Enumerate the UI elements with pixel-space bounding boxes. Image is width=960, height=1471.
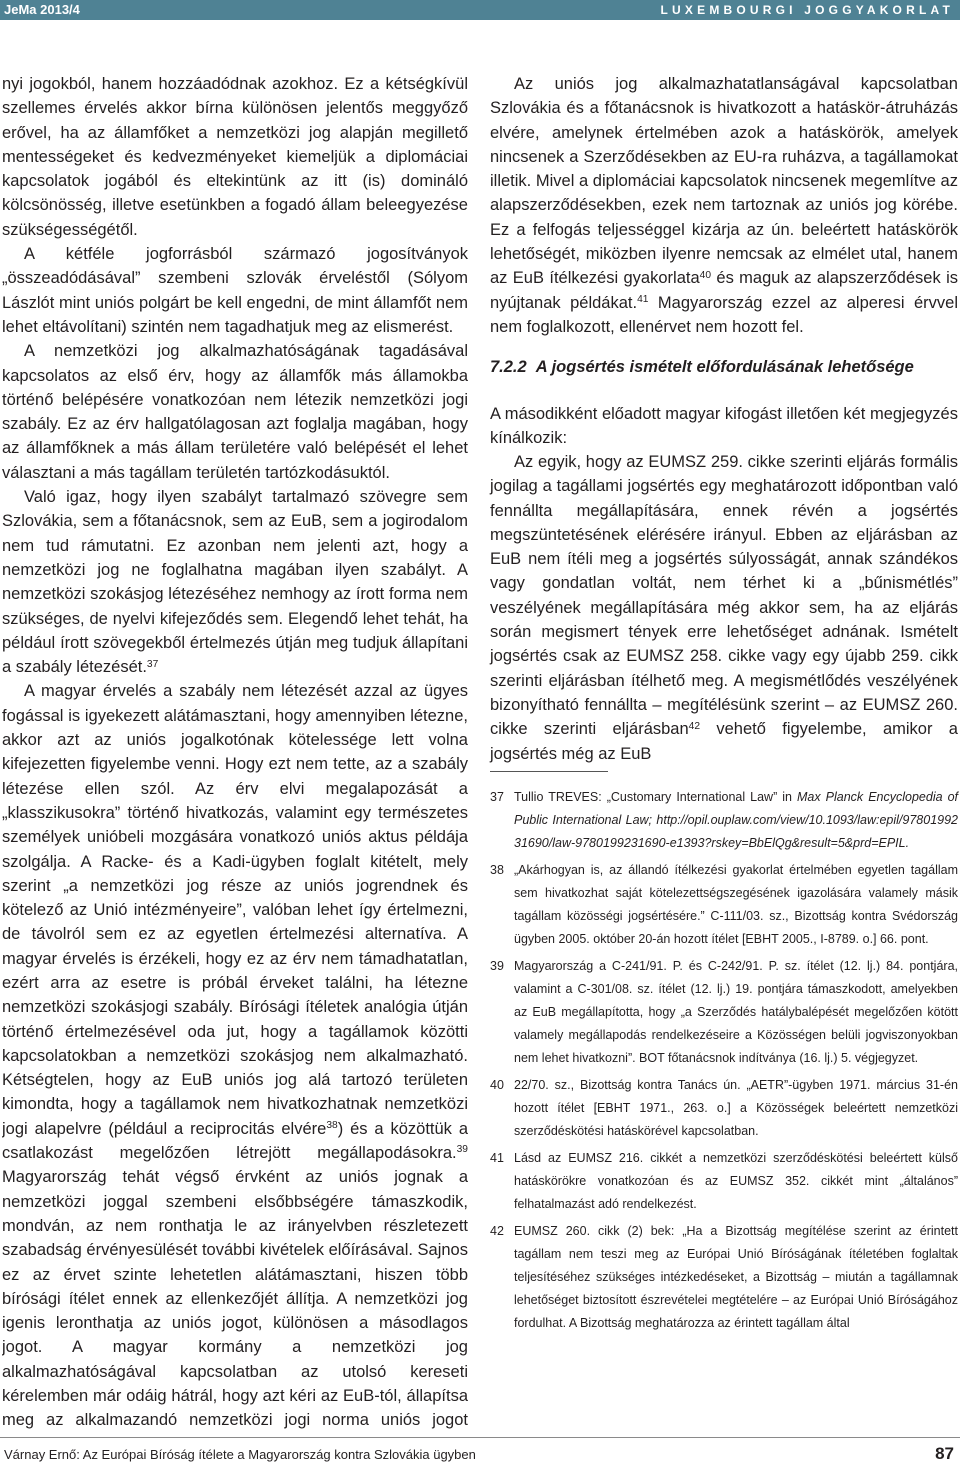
footnote-text: [514, 1147, 958, 1216]
footnote-number: 37: [490, 790, 504, 804]
footnote-text: [514, 1220, 958, 1335]
text-run: Magyarország ezzel az alperesi érvvel nem foglalkozott, ellenérvet nem hozott fel.: [490, 293, 958, 336]
text-run: Való igaz, hogy ilyen szabályt tartalmazó szövegre sem Szlovákia, sem a főtanácsnok, sem az EuB, sem a jogirodalom nem tud rámutatni. Ez azonban nem jelenti azt, hogy a nemzetközi jog ne foglalhatna magában ilyen szabályt. A nemzetközi szokásjog létezéséhez nemhogy az írott forma nem szükséges, de nyelvi kifejeződés sem. Elegendő lehet tehát, ha például írott szövegekből értelmezés útján meg tudjuk állapítani a szabály létezését.: [2, 488, 468, 677]
text-run: és maguk az alapszerződések is nyújtanak példákat.: [490, 269, 958, 312]
body-paragraph: [490, 72, 958, 339]
footnote: [490, 1147, 958, 1216]
footnote-reference: 39: [456, 1144, 468, 1156]
text-run: EUMSZ 260. cikk (2) bek: „Ha a Bizottság megítélése szerint az érintett tagállam nem teszi meg az Európai Unió Bíróságának ítéletében foglaltak teljesítéséhez szükséges intézkedéseket, a Bizottság – miután a tagállamnak lehetőséget biztosított észrevételei megtételére – az Európai Unió Bíróságához fordulhat. A Bizottság meghatározza az érintett tagállam által: [514, 1224, 958, 1330]
text-run: A magyar érvelés a szabály nem létezését azzal az ügyes fogással is igyekezett alátámasztani, hogy amennyiben létezne, akkor azt az uniós jogalkotónak kötelessége lett volna kifejezetten figyelembe venni. Hogy ezt nem tette, az a szabály létezése ellen szól. Az érv elvi megalapozását a „klasszikusokra” történő hivatkozás, valamint egy természetes személyek unióbeli mozgására vonatkozó uniós aktus példája szolgálja. A Racke- és a Kadi-ügyben foglalt kitételt, mely szerint „a nemzetközi jog része az uniós jogrendnek és kötelező az Unió intézményeire”, valóban lehet így értelmezni, de távolról sem ez az egyetlen értelmezési alternatíva. A magyar érvelés is érzékeli, hogy ez az érv nem támadhatatlan, ezért arra az esetre is próbál érveket találni, ha létezne nemzetközi szokásjogi szabály. Bírósági ítéletek analógia útján történő értelmezésével oda jut, hogy a tagállamok közötti kapcsolatokban a nemzetközi szokásjog nem alkalmazható. Kétségtelen, hogy az EuB uniós jog alá tartozó területen kimondta, hogy a tagállamok nem hivatkozhatnak nemzetközi jogi alapelvre (például a reciprocitás elvére: [2, 682, 468, 1138]
text-run: A nemzetközi jog alkalmazhatóságának tagadásával kapcsolatos az első érv, hogy az államfők más államokba történő belépésére vonatkozóan nem létezik nemzetközi jogi szabály. Ez az érv hallgatólagosan azt foglalja magában, hogy az államfőknek a más állam területére való belépését el lehet választani a más tagállam területén tartózkodásuktól.: [2, 342, 468, 482]
footnote: [490, 786, 958, 855]
footnote-text: [514, 859, 958, 951]
left-column: [2, 72, 468, 1432]
footnote-number: 41: [490, 1151, 504, 1165]
section-title: LUXEMBOURGI JOGGYAKORLAT: [660, 3, 954, 17]
footnote-divider: [490, 771, 608, 772]
footnote-reference: 40: [699, 269, 712, 281]
body-paragraph: [2, 242, 468, 339]
text-run: Lásd az EUMSZ 216. cikkét a nemzetközi szerződéskötési beleértett külső hatáskörökre vonatkozóan és az EUMSZ 352. cikkét mint „általános” felhatalmazást adó rendelkezést.: [514, 1151, 958, 1211]
text-run: Tullio TREVES: „Customary International Law” in: [514, 790, 798, 804]
text-run: A másodikként előadott magyar kifogást illetően két megjegyzés kínálkozik:: [490, 405, 958, 448]
subsection-heading: [490, 355, 958, 379]
text-run: Magyarország a C-241/91. P. és C-242/91. P. sz. ítélet (12. lj.) 84. pontjára, valamint a C-301/08. sz. ítélet (12. lj.) 19. pontjára támaszkodott, amelyekben az EuB megállapította, hogy „a Szerződés hatálybalépését megelőzően kötött valamely megállapodás rendelkezéseire a Közösségen belüli jogviszonyokban nem lehet hivatkozni”. BOT főtanácsnok indítványa (16. lj.) 5. végjegyzet.: [514, 959, 958, 1065]
footnote: [490, 859, 958, 951]
footnote: [490, 1074, 958, 1143]
subsection-title: A jogsértés ismételt előfordulásának lehetősége: [535, 358, 914, 376]
italic-text: Max Planck Encyclopedia of Public International Law;: [514, 790, 958, 827]
footnote-reference: 37: [146, 658, 159, 670]
page-number: 87: [935, 1444, 954, 1463]
footnote-text: [514, 786, 958, 855]
footnote: [490, 955, 958, 1070]
footnote-number: 38: [490, 863, 504, 877]
footnote-text: [514, 955, 958, 1070]
footnote-reference: 42: [688, 720, 701, 732]
running-footer-title: Várnay Ernő: Az Európai Bíróság ítélete a Magyarország kontra Szlovákia ügyben: [4, 1447, 476, 1462]
citation-url: http://opil.ouplaw.com/view/10.1093/law:epil/9780199231690/law-9780199231690-e1393?rskey=BbElQg&result=5&prd=EPIL.: [514, 813, 958, 850]
footnotes-section: [490, 786, 958, 1339]
text-run: ) és a közöttük a csatlakozást megelőzően létrejött megállapodásokra.: [2, 1119, 468, 1163]
text-run: 22/70. sz., Bizottság kontra Tanács ún. „AETR”-ügyben 1971. március 31-én hozott ítélet [EBHT 1971., 263. o.] a Közösségek beleértett nemzetközi szerződéskötési hatáskörével kapcsolatban.: [514, 1078, 958, 1138]
text-run: A kétféle jogforrásból származó jogosítványok „összeadódásával” szembeni szlovák érveléstől (Sólyom Lászlót mint uniós polgárt be kell engedni, de mint államfőt nem lehet eltávolítani) szintén nem tagadhatjuk meg az elismerést.: [2, 245, 468, 336]
footer-divider: [0, 1437, 960, 1438]
body-paragraph: [490, 402, 958, 451]
footnote-text: [514, 1074, 958, 1143]
text-run: Az egyik, hogy az EUMSZ 259. cikke szerinti eljárás formális jogilag a tagállami jogsértés egy meghatározott időpontban való fennállta megállapítására, ennek révén a jogsértés megszüntetésének elérésére irányul. Ebben az eljárásban az EuB nem ítéli meg a jogsértés súlyosságát, annak szándékos vagy gondatlan voltát, nem térhet ki a „bűnismétlés” veszélyének megállapítására még akkor sem, ha az eljárás során megismert tények erre lehetőséget adnának. Ismételt jogsértés csak az EUMSZ 258. cikke vagy egy újabb 259. cikk szerinti eljárásban ítélhető meg. A megismétlődés veszélyének bizonyítható fennállta – megítélésünk szerint – az EUMSZ 260. cikke szerinti eljárásban: [490, 453, 958, 739]
footnote-number: 40: [490, 1078, 504, 1092]
body-paragraph: [490, 450, 958, 766]
footnote-reference: 38: [326, 1120, 338, 1132]
footnote: [490, 1220, 958, 1335]
text-run: Magyarország tehát végső érvként az uniós jognak a nemzetközi joggal szembeni elsőbbségére támaszkodik, mondván, az nem ronthatja le az irányelvben részletezett szabadság érvényesülését további kivételek előírásával. Sajnos ez az érvet szinte lehetetlen alátámasztani, hiszen több bírósági ítélet ennek az ellenkezőjét állítja. A nemzetközi jog igenis leronthatja az uniós jogot, különösen a másodlagos jogot. A magyar kormány a nemzetközi jog alkalmazhatóságával kapcsolatban az utolsó kereseti kérelemben már odáig hátrál, hogy azt kéri az EuB-tól, állapítsa meg az alkalmazandó nemzetközi jogi norma uniós jogot: [2, 1168, 468, 1430]
running-header: [0, 0, 960, 20]
text-run: „Akárhogyan is, az állandó ítélkezési gyakorlat értelmében egyetlen tagállam sem hivatkozhat saját kötelezettségszegésének igazolására valamely másik tagállam közösségi jogsértésére.” C-111/03. sz., Bizottság kontra Svédország ügyben 2005. október 20-án hozott ítélet [EBHT 2005., I-8789. o.] 66. pont.: [514, 863, 958, 946]
text-run: vehető figyelembe, amikor a jogsértés még az EuB: [490, 720, 958, 763]
body-paragraph: [2, 72, 468, 242]
footnote-number: 42: [490, 1224, 504, 1238]
text-run: nyi jogokból, hanem hozzáadódnak azokhoz. Ez a kétségkívül szellemes érvelés akkor bírna különösen jelentős meggyőző erővel, ha az államfőket a nemzetközi jog alapján megillető mentességeket és kedvezményeket kiemeljük a diplomáciai kapcsolatok jogából és eltekintünk az itt (is) domináló kölcsönösség, illetve esetünkben a fogadó állam beleegyezése szükségességétől.: [2, 75, 468, 239]
footnote-number: 39: [490, 959, 504, 973]
text-run: Az uniós jog alkalmazhatatlanságával kapcsolatban Szlovákia és a főtanácsnok is hivatkozott a hatáskör-átruházás elvére, amelynek értelmében azok a hatáskörök, amelyek nincsenek a Szerződésekben az EU-ra ruházva, a tagállamokat illetik. Mivel a diplomáciai kapcsolatok nincsenek megemlítve az alapszerződésekben, ezek nem tartoznak az uniós jog körébe. Ez a felfogás teljességgel kizárja az ún. beleértett hatáskörök lehetőségét, miközben ilyenre nemcsak az elmélet utal, hanem az EuB ítélkezési gyakorlata: [490, 75, 958, 288]
journal-issue: JeMa 2013/4: [4, 2, 80, 17]
subsection-number: 7.2.2: [490, 358, 527, 376]
footnote-reference: 41: [637, 294, 649, 306]
body-paragraph: [2, 485, 468, 679]
body-paragraph: [2, 679, 468, 1432]
body-paragraph: [2, 339, 468, 485]
